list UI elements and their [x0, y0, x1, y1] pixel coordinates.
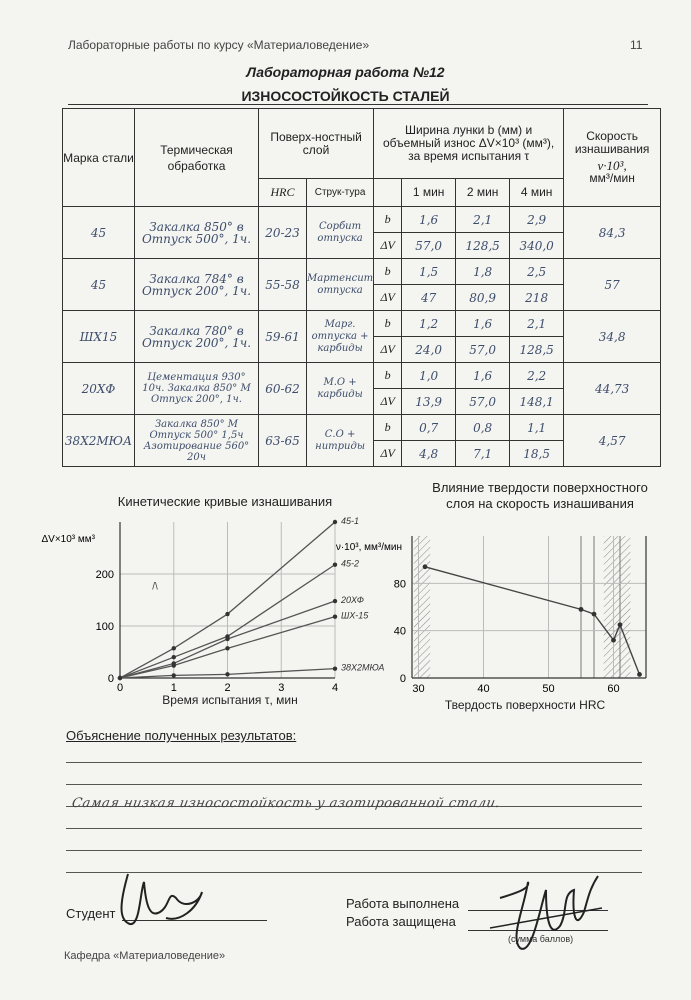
chart1-ylabel: ΔV×10³ мм³	[41, 534, 95, 545]
b-1min: 0,7	[402, 415, 456, 441]
structure-cell: Марг. отпуска + карбиды	[307, 311, 374, 363]
chart1-data-point	[225, 612, 229, 616]
dv-2min: 7,1	[456, 441, 510, 467]
treatment-cell: Закалка 784° в Отпуск 200°, 1ч.	[135, 259, 259, 311]
chart1-x-tick: 0	[116, 682, 124, 694]
chart1-series-label: ШХ-15	[341, 610, 369, 621]
ruled-line	[66, 850, 642, 851]
grade-cell: 45	[63, 207, 135, 259]
explanation-text: Самая низкая износостойкость у азотированной стали.	[70, 796, 502, 811]
b-1min: 1,0	[402, 363, 456, 389]
structure-cell: М.О + карбиды	[307, 363, 374, 415]
b-2min: 1,6	[456, 311, 510, 337]
lab-subtitle: ИЗНОСОСТОЙКОСТЬ СТАЛЕЙ	[241, 88, 450, 104]
treatment-cell: Закалка 850° в Отпуск 500°, 1ч.	[135, 207, 259, 259]
dv-4min: 218	[510, 285, 564, 311]
header-structure: Струк-тура	[307, 179, 374, 207]
chart1-data-point	[172, 646, 176, 650]
table-row	[63, 415, 661, 441]
chart2-ylabel: ν·10³, мм³/мин	[335, 542, 402, 553]
dv-1min: 4,8	[402, 441, 456, 467]
chart1-data-point	[225, 672, 229, 676]
work-done-label: Работа выполнена	[346, 896, 460, 911]
hrc-cell: 59-61	[259, 311, 307, 363]
chart1-data-point	[225, 646, 229, 650]
wear-table	[62, 108, 661, 467]
b-label: b	[374, 363, 402, 389]
course-header: Лабораторные работы по курсу «Материаловедение»	[68, 38, 370, 52]
chart1-x-tick: 2	[224, 682, 231, 694]
dv-label: ΔV	[374, 389, 402, 415]
dv-label: ΔV	[374, 285, 402, 311]
chart1-data-point	[333, 599, 337, 603]
structure-cell: Сорбит отпуска	[307, 207, 374, 259]
header-empty	[374, 179, 402, 207]
chart2-x-tick: 40	[477, 683, 490, 695]
chart2-data-point	[611, 638, 616, 643]
score-caption: (сумма баллов)	[508, 934, 574, 944]
header-rate-unit1: ν·10³,	[597, 158, 627, 173]
ruled-line	[66, 762, 642, 763]
dv-1min: 13,9	[402, 389, 456, 415]
dv-2min: 57,0	[456, 389, 510, 415]
header-rate-label: Скорость изнашивания	[574, 129, 650, 156]
chart1-title: Кинетические кривые изнашивания	[117, 494, 333, 509]
header-t4: 4 мин	[510, 179, 564, 207]
chart2-data-point	[637, 672, 642, 677]
chart1-series-label: 38Х2МЮА	[341, 662, 385, 673]
b-4min: 2,2	[510, 363, 564, 389]
header-hrc: HRC	[259, 179, 307, 207]
hrc-cell: 55-58	[259, 259, 307, 311]
grade-cell: 45	[63, 259, 135, 311]
page-number: 11	[630, 38, 643, 52]
treatment-cell: Закалка 850° М Отпуск 500° 1,5ч Азотирование 560° 20ч	[135, 415, 259, 467]
chart1-data-point	[333, 562, 337, 566]
dv-2min: 128,5	[456, 233, 510, 259]
lab-title: Лабораторная работа №12	[246, 64, 445, 80]
b-1min: 1,2	[402, 311, 456, 337]
header-wear: Ширина лунки b (мм) и объемный износ ΔV×10³ (мм³), за время испытания τ	[374, 109, 564, 179]
student-signature	[110, 862, 220, 932]
dv-2min: 57,0	[456, 337, 510, 363]
work-defended-label: Работа защищена	[346, 914, 456, 929]
b-1min: 1,5	[402, 259, 456, 285]
b-2min: 0,8	[456, 415, 510, 441]
hrc-cell: 60-62	[259, 363, 307, 415]
b-2min: 1,8	[456, 259, 510, 285]
chart1-data-point	[172, 663, 176, 667]
dv-4min: 340,0	[510, 233, 564, 259]
chart1-series-label: 45-1	[341, 516, 360, 526]
chart1-y-tick: 0	[107, 673, 114, 685]
hardness-chart	[335, 528, 660, 708]
treatment-cell: Закалка 780° в Отпуск 200°, 1ч.	[135, 311, 259, 363]
dv-4min: 128,5	[510, 337, 564, 363]
chart1-xlabel: Время испытания τ, мин	[162, 693, 298, 707]
chart2-data-point	[592, 612, 597, 617]
chart1-series-label: 45-2	[341, 558, 360, 569]
chart1-data-point	[118, 676, 122, 680]
table-row	[63, 363, 661, 389]
chart2-hatched-band	[414, 536, 430, 678]
chart2-y-tick: 40	[393, 625, 406, 638]
chart2-data-point	[579, 607, 584, 612]
header-surface-layer: Поверх-ностный слой	[259, 109, 374, 179]
table-row	[63, 207, 661, 233]
teacher-signature	[480, 868, 610, 968]
dv-4min: 18,5	[510, 441, 564, 467]
b-label: b	[374, 311, 402, 337]
hrc-cell: 63-65	[259, 415, 307, 467]
dv-1min: 47	[402, 285, 456, 311]
header-treatment: Термическая обработка	[135, 109, 259, 207]
b-1min: 1,6	[402, 207, 456, 233]
chart2-title: Влияние твердости поверхностного слоя на скорость изнашивания	[432, 480, 648, 511]
dv-label: ΔV	[374, 233, 402, 259]
b-label: b	[374, 415, 402, 441]
chart1-x-tick: 1	[170, 682, 177, 694]
chart1-data-point	[225, 637, 229, 641]
chart1-data-point	[333, 520, 337, 524]
header-t2: 2 мин	[456, 179, 510, 207]
explanation-heading: Объяснение полученных результатов:	[66, 728, 297, 743]
chart1-data-point	[172, 655, 176, 659]
rate-cell: 4,57	[564, 415, 661, 467]
b-label: b	[374, 259, 402, 285]
dv-4min: 148,1	[510, 389, 564, 415]
chart1-x-tick: 3	[278, 682, 285, 694]
chart1-series-label: 20ХФ	[341, 595, 364, 606]
grade-cell: 20ХФ	[63, 363, 135, 415]
ruled-line	[66, 784, 642, 785]
chart2-x-tick: 50	[542, 683, 555, 695]
hrc-cell: 20-23	[259, 207, 307, 259]
header-rate-unit2: мм³/мин	[589, 171, 635, 185]
chart2-x-tick: 60	[607, 683, 620, 695]
chart1-data-point	[333, 614, 337, 618]
chart2-xlabel: Твердость поверхности HRC	[444, 698, 606, 712]
student-label: Студент	[66, 906, 116, 921]
treatment-cell: Цементация 930° 10ч. Закалка 850° М Отпуск 200°, 1ч.	[135, 363, 259, 415]
title-rule	[68, 104, 648, 105]
b-2min: 2,1	[456, 207, 510, 233]
b-4min: 1,1	[510, 415, 564, 441]
header-grade: Марка стали	[63, 109, 135, 207]
dv-label: ΔV	[374, 441, 402, 467]
chart1-x-tick: 4	[331, 682, 339, 694]
ruled-line	[66, 828, 642, 829]
chart1-data-point	[172, 673, 176, 677]
rate-cell: 44,73	[564, 363, 661, 415]
table-row	[63, 259, 661, 285]
kinetic-chart	[41, 512, 385, 712]
chart2-data-point	[423, 564, 428, 569]
dv-1min: 24,0	[402, 337, 456, 363]
dv-2min: 80,9	[456, 285, 510, 311]
chart1-annotation: /\	[152, 581, 158, 593]
b-4min: 2,1	[510, 311, 564, 337]
dv-1min: 57,0	[402, 233, 456, 259]
chart2-data-point	[618, 622, 623, 627]
table-row	[63, 311, 661, 337]
chart2-y-tick: 0	[399, 673, 406, 685]
b-2min: 1,6	[456, 363, 510, 389]
grade-cell: 38Х2МЮА	[63, 415, 135, 467]
grade-cell: ШХ15	[63, 311, 135, 363]
header-t1: 1 мин	[402, 179, 456, 207]
chart2-x-tick: 30	[412, 683, 425, 695]
b-label: b	[374, 207, 402, 233]
chart2-hatched-band	[604, 536, 631, 678]
rate-cell: 84,3	[564, 207, 661, 259]
chart1-y-tick: 100	[95, 621, 114, 633]
chart1-y-tick: 200	[95, 569, 114, 581]
department-footer: Кафедра «Материаловедение»	[64, 950, 226, 962]
structure-cell: Мартенсит отпуска	[307, 259, 374, 311]
b-4min: 2,5	[510, 259, 564, 285]
b-4min: 2,9	[510, 207, 564, 233]
structure-cell: С.О + нитриды	[307, 415, 374, 467]
dv-label: ΔV	[374, 337, 402, 363]
rate-cell: 57	[564, 259, 661, 311]
rate-cell: 34,8	[564, 311, 661, 363]
header-rate	[564, 109, 661, 207]
chart2-y-tick: 80	[393, 578, 406, 591]
chart1-data-point	[333, 666, 337, 670]
